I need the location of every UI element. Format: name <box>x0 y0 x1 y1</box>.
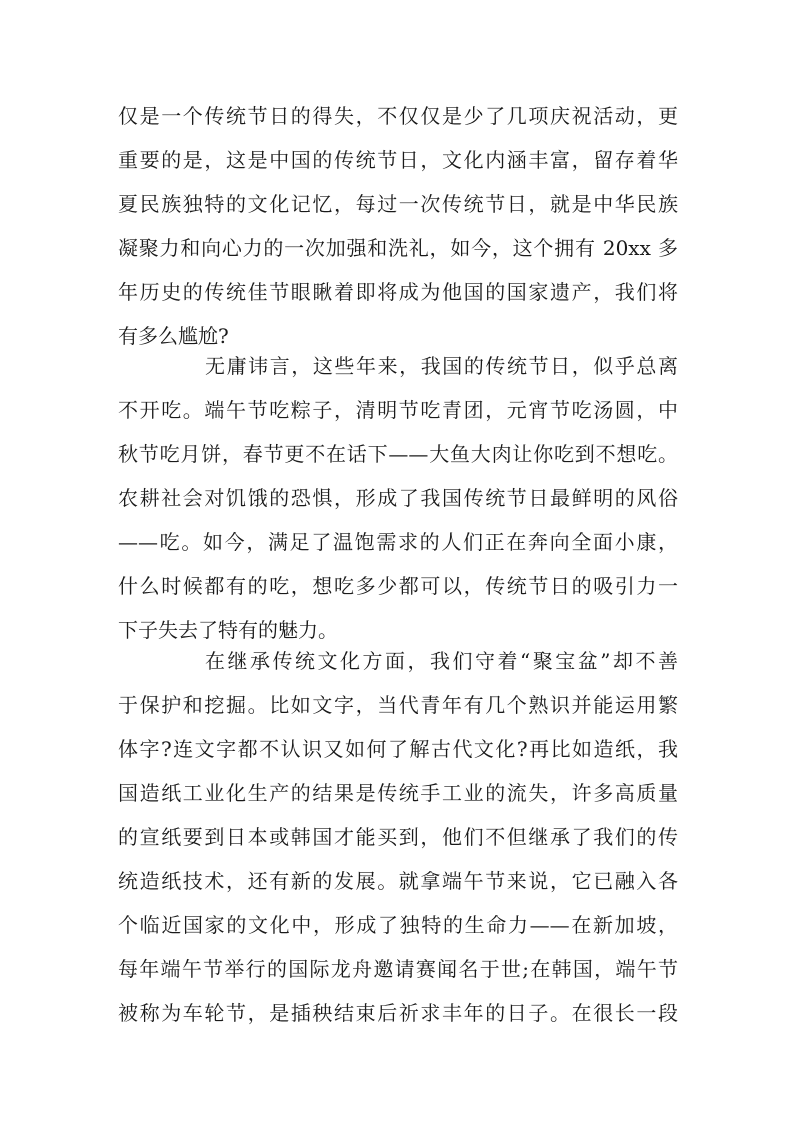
paragraph-1-line-6: 有多么尴尬? <box>118 324 229 348</box>
paragraph-2-line-3: 秋节吃月饼，春节更不在话下——大鱼大肉让你吃到不想吃。 <box>118 442 678 466</box>
paragraph-2-line-2: 不开吃。端午节吃粽子，清明节吃青团，元宵节吃汤圆，中 <box>118 398 678 422</box>
paragraph-1-line-5: 年历史的传统佳节眼瞅着即将成为他国的国家遗产，我们将 <box>118 280 678 304</box>
paragraph-3-line-9: 被称为车轮节，是插秧结束后祈求丰年的日子。在很长一段 <box>118 1001 678 1025</box>
paragraph-3-line-2: 于保护和挖掘。比如文字，当代青年有几个熟识并能运用繁 <box>118 693 678 717</box>
paragraph-2-line-7: 下子失去了特有的魅力。 <box>118 618 338 642</box>
paragraph-1-line-3: 夏民族独特的文化记忆，每过一次传统节日，就是中华民族 <box>118 192 678 216</box>
paragraph-1-line-1: 仅是一个传统节日的得失，不仅仅是少了几项庆祝活动，更 <box>118 104 678 128</box>
paragraph-2-line-4: 农耕社会对饥饿的恐惧，形成了我国传统节日最鲜明的风俗 <box>118 486 678 510</box>
paragraph-3-line-8: 每年端午节举行的国际龙舟邀请赛闻名于世;在韩国，端午节 <box>118 957 678 981</box>
paragraph-3-line-4: 国造纸工业化生产的结果是传统手工业的流失，许多高质量 <box>118 781 678 805</box>
paragraph-3-line-5: 的宣纸要到日本或韩国才能买到，他们不但继承了我们的传 <box>118 825 678 849</box>
paragraph-1-line-2: 重要的是，这是中国的传统节日，文化内涵丰富，留存着华 <box>118 148 678 172</box>
paragraph-2-line-5: ——吃。如今，满足了温饱需求的人们正在奔向全面小康， <box>118 530 678 554</box>
paragraph-3-line-6: 统造纸技术，还有新的发展。就拿端午节来说，它已融入各 <box>118 869 678 893</box>
paragraph-3-line-1: 在继承传统文化方面，我们守着“聚宝盆”却不善 <box>205 649 678 673</box>
paragraph-2-line-1: 无庸讳言，这些年来，我国的传统节日，似乎总离 <box>205 354 678 378</box>
paragraph-2-line-6: 什么时候都有的吃，想吃多少都可以，传统节日的吸引力一 <box>118 574 678 598</box>
paragraph-3-line-7: 个临近国家的文化中，形成了独特的生命力——在新加坡， <box>118 913 678 937</box>
paragraph-1-line-4: 凝聚力和向心力的一次加强和洗礼，如今，这个拥有 20xx 多 <box>118 236 678 260</box>
paragraph-3-line-3: 体字?连文字都不认识又如何了解古代文化?再比如造纸，我 <box>118 737 678 761</box>
